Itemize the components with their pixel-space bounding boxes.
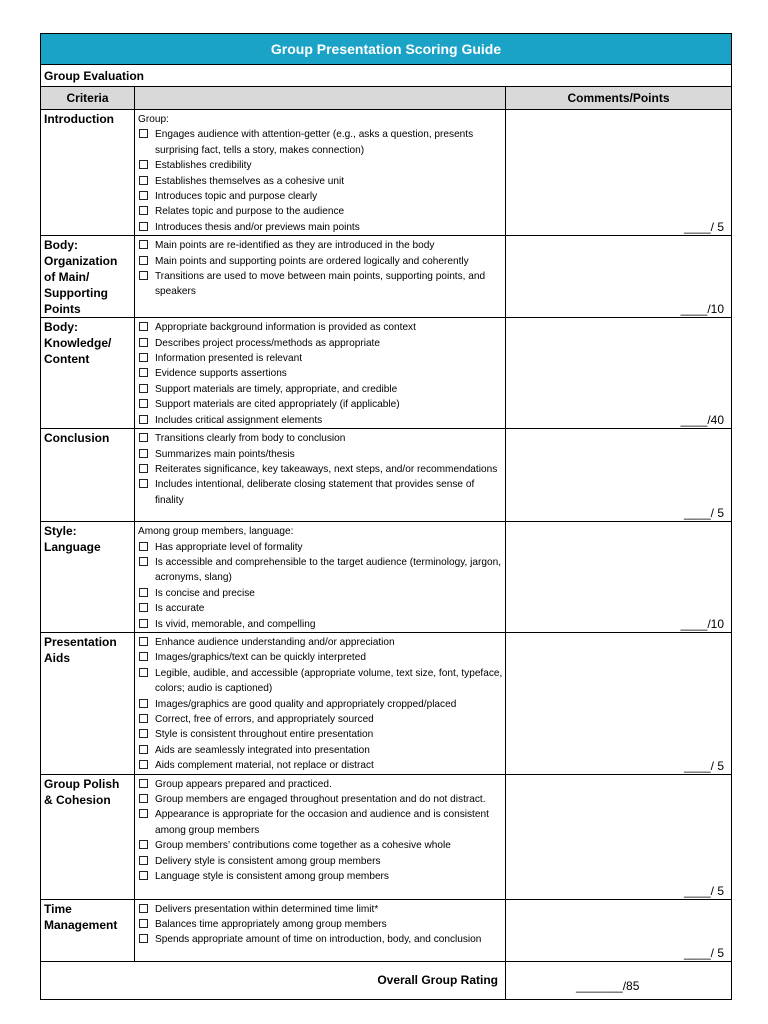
checklist-item-label: Includes critical assignment elements (155, 414, 323, 426)
checklist-item (138, 254, 503, 269)
page-title: Group Presentation Scoring Guide (41, 34, 732, 65)
checklist-item (138, 635, 503, 650)
checklist-item-label: Images/graphics are good quality and appropriately cropped/placed (155, 698, 457, 710)
checklist-item-label: Aids complement material, not replace or distract (155, 760, 374, 772)
checkbox[interactable] (139, 871, 148, 880)
checklist-item-label: Reiterates significance, key takeaways, next steps, and/or recommendations (155, 463, 498, 475)
checkbox[interactable] (139, 760, 148, 769)
checklist-item (138, 447, 503, 462)
score-blank: ____/ 5 (683, 506, 725, 521)
group-evaluation-label: Group Evaluation (41, 65, 732, 87)
checklist-item (138, 807, 503, 838)
checkbox[interactable] (139, 714, 148, 723)
checklist-item-label: Is accessible and comprehensible to the target audience (terminology, jargon, acronyms, slang) (155, 556, 502, 584)
checklist-item-label: Group appears prepared and practiced. (155, 778, 332, 790)
checkbox[interactable] (139, 699, 148, 708)
overall-rating-label: Overall Group Rating (41, 961, 506, 999)
checklist-item-label: Appearance is appropriate for the occasion and audience and is consistent among group members (155, 809, 489, 836)
checklist-item (138, 758, 503, 773)
checkbox[interactable] (139, 271, 148, 280)
checkbox[interactable] (139, 588, 148, 597)
overall-score-blank[interactable]: _______/85 (506, 961, 732, 999)
checkbox[interactable] (139, 322, 148, 331)
comments-points-cell[interactable] (506, 774, 732, 899)
score-blank: ____/10 (680, 616, 725, 631)
checklist-item-label: Establishes credibility (155, 160, 252, 172)
checklist-item-label: Transitions clearly from body to conclusion (155, 433, 346, 445)
items-header (135, 87, 506, 110)
checklist-item (138, 650, 503, 665)
checklist-item (138, 204, 503, 219)
checklist-item (138, 238, 503, 253)
checklist-item-label: Establishes themselves as a cohesive unit (155, 175, 345, 187)
checklist-item (138, 127, 503, 158)
checklist-item (138, 917, 503, 932)
checklist-item-label: Images/graphics/text can be quickly interpreted (155, 652, 366, 664)
title-row (41, 34, 732, 65)
checklist-item-label: Correct, free of errors, and appropriately sourced (155, 713, 374, 725)
checkbox[interactable] (139, 668, 148, 677)
checkbox[interactable] (139, 129, 148, 138)
checkbox[interactable] (139, 240, 148, 249)
checklist-item (138, 351, 503, 366)
checklist-item-label: Aids are seamlessly integrated into presentation (155, 744, 370, 756)
checklist-item (138, 727, 503, 742)
criteria-row (41, 774, 732, 899)
checkbox[interactable] (139, 729, 148, 738)
criteria-items (135, 632, 506, 774)
score-blank: ____/ 5 (683, 758, 725, 773)
checklist-item (138, 540, 503, 555)
checkbox[interactable] (139, 176, 148, 185)
checklist-item (138, 189, 503, 204)
checkbox[interactable] (139, 384, 148, 393)
checklist-item (138, 382, 503, 397)
checkbox[interactable] (139, 353, 148, 362)
header-row (41, 87, 732, 110)
checkbox[interactable] (139, 840, 148, 849)
criteria-header: Criteria (41, 87, 135, 110)
criteria-row (41, 429, 732, 522)
checklist-item (138, 697, 503, 712)
checklist-item-label: Appropriate background information is provided as context (155, 322, 416, 334)
checklist-item-label: Summarizes main points/thesis (155, 448, 295, 460)
criteria-name: Group Polish & Cohesion (41, 774, 135, 899)
criteria-name: Introduction (41, 110, 135, 236)
checkbox[interactable] (139, 338, 148, 347)
checkbox[interactable] (139, 368, 148, 377)
checklist-item (138, 366, 503, 381)
checklist-item (138, 431, 503, 446)
checklist-item (138, 477, 503, 508)
checkbox[interactable] (139, 619, 148, 628)
checklist-item (138, 666, 503, 697)
comments-points-cell[interactable] (506, 632, 732, 774)
checklist-item (138, 712, 503, 727)
comments-points-cell[interactable] (506, 429, 732, 522)
score-blank: ____/10 (680, 302, 725, 317)
criteria-intro: Group: (138, 114, 169, 125)
criteria-name: Body: Organization of Main/ Supporting Points (41, 236, 135, 318)
checklist-item-label: Delivers presentation within determined time limit* (155, 903, 379, 915)
criteria-items (135, 774, 506, 899)
checklist-item-label: Introduces topic and purpose clearly (155, 191, 318, 203)
checklist-item-label: Is vivid, memorable, and compelling (155, 618, 316, 630)
checkbox[interactable] (139, 449, 148, 458)
comments-points-cell[interactable] (506, 236, 732, 318)
criteria-row (41, 632, 732, 774)
checkbox[interactable] (139, 206, 148, 215)
checklist-item (138, 792, 503, 807)
checklist-item (138, 902, 503, 917)
checkbox[interactable] (139, 809, 148, 818)
checkbox[interactable] (139, 794, 148, 803)
checklist-item (138, 269, 503, 300)
checkbox[interactable] (139, 603, 148, 612)
checklist-item (138, 158, 503, 173)
checklist-item-label: Delivery style is consistent among group members (155, 855, 381, 867)
criteria-items (135, 899, 506, 961)
checkbox[interactable] (139, 779, 148, 788)
score-blank: ____/40 (680, 413, 725, 428)
checkbox[interactable] (139, 433, 148, 442)
checkbox[interactable] (139, 557, 148, 566)
criteria-name: Style: Language (41, 522, 135, 633)
criteria-items (135, 110, 506, 236)
checklist-item (138, 869, 503, 884)
criteria-row (41, 110, 732, 236)
checklist-item (138, 743, 503, 758)
scoring-table (40, 33, 732, 1000)
checklist-item-label: Has appropriate level of formality (155, 541, 303, 553)
checkbox[interactable] (139, 919, 148, 928)
checklist-item (138, 397, 503, 412)
checklist-item (138, 777, 503, 792)
checklist-item-label: Transitions are used to move between main points, supporting points, and speakers (155, 271, 486, 298)
checklist-item (138, 320, 503, 335)
checkbox[interactable] (139, 399, 148, 408)
criteria-row (41, 236, 732, 318)
checkbox[interactable] (139, 160, 148, 169)
checkbox[interactable] (139, 652, 148, 661)
checklist-item-label: Support materials are cited appropriately (if applicable) (155, 399, 400, 411)
checklist-item (138, 932, 503, 947)
checklist-item-label: Support materials are timely, appropriate, and credible (155, 383, 398, 395)
checkbox[interactable] (139, 191, 148, 200)
comments-points-cell[interactable] (506, 522, 732, 633)
checklist-item-label: Enhance audience understanding and/or appreciation (155, 636, 395, 648)
checkbox[interactable] (139, 904, 148, 913)
checklist-item (138, 586, 503, 601)
checklist-item (138, 601, 503, 616)
criteria-row (41, 522, 732, 633)
checkbox[interactable] (139, 542, 148, 551)
criteria-name: Presentation Aids (41, 632, 135, 774)
checklist-item (138, 617, 503, 632)
checklist-item-label: Is accurate (155, 603, 205, 615)
checklist-item-label: Information presented is relevant (155, 353, 303, 365)
checkbox[interactable] (139, 464, 148, 473)
criteria-items (135, 429, 506, 522)
criteria-name: Time Management (41, 899, 135, 961)
criteria-items (135, 318, 506, 429)
checkbox[interactable] (139, 856, 148, 865)
criteria-name: Conclusion (41, 429, 135, 522)
checkbox[interactable] (139, 256, 148, 265)
checkbox[interactable] (139, 479, 148, 488)
comments-points-cell[interactable] (506, 899, 732, 961)
comments-header: Comments/Points (506, 87, 732, 110)
checklist-item (138, 413, 503, 428)
checklist-item-label: Main points are re-identified as they are introduced in the body (155, 240, 435, 252)
checklist-item (138, 336, 503, 351)
checklist-item-label: Includes intentional, deliberate closing statement that provides sense of finality (155, 479, 475, 506)
comments-points-cell[interactable] (506, 318, 732, 429)
checklist-item-label: Relates topic and purpose to the audience (155, 206, 345, 218)
checklist-item-label: Legible, audible, and accessible (appropriate volume, text size, font, typeface, colors; audio is captioned) (155, 667, 503, 695)
checklist-item-label: Group members’ contributions come together as a cohesive whole (155, 840, 451, 852)
checklist-item (138, 462, 503, 477)
score-blank: ____/ 5 (683, 945, 725, 960)
checklist-item (138, 854, 503, 869)
checklist-item-label: Engages audience with attention-getter (e.g., asks a question, presents surprising fact, tells a story, makes connection) (155, 129, 474, 156)
checklist-item (138, 220, 503, 235)
checklist-item-label: Describes project process/methods as appropriate (155, 337, 380, 349)
checklist-item-label: Spends appropriate amount of time on introduction, body, and conclusion (155, 934, 482, 946)
checklist-item-label: Main points and supporting points are ordered logically and coherently (155, 255, 469, 267)
overall-row (41, 961, 732, 999)
criteria-items (135, 236, 506, 318)
checklist-item-label: Evidence supports assertions (155, 368, 287, 380)
criteria-name: Body: Knowledge/ Content (41, 318, 135, 429)
criteria-row (41, 318, 732, 429)
comments-points-cell[interactable] (506, 110, 732, 236)
score-blank: ____/ 5 (683, 220, 725, 235)
score-blank: ____/ 5 (683, 883, 725, 898)
checklist-item (138, 838, 503, 853)
checklist-item-label: Balances time appropriately among group members (155, 919, 387, 930)
checkbox[interactable] (139, 222, 148, 231)
checkbox[interactable] (139, 745, 148, 754)
criteria-row (41, 899, 732, 961)
checklist-item-label: Introduces thesis and/or previews main points (155, 221, 360, 233)
checkbox[interactable] (139, 415, 148, 424)
scoring-guide-sheet (40, 33, 731, 1000)
checklist-item-label: Is concise and precise (155, 587, 255, 599)
checkbox[interactable] (139, 934, 148, 943)
group-evaluation-row (41, 65, 732, 87)
criteria-items (135, 522, 506, 633)
checklist-item (138, 174, 503, 189)
criteria-intro: Among group members, language: (138, 526, 294, 538)
checklist-item-label: Language style is consistent among group members (155, 871, 389, 883)
checklist-item (138, 555, 503, 586)
checklist-item-label: Group members are engaged throughout presentation and do not distract. (155, 794, 486, 805)
checkbox[interactable] (139, 637, 148, 646)
checklist-item-label: Style is consistent throughout entire presentation (155, 729, 374, 741)
